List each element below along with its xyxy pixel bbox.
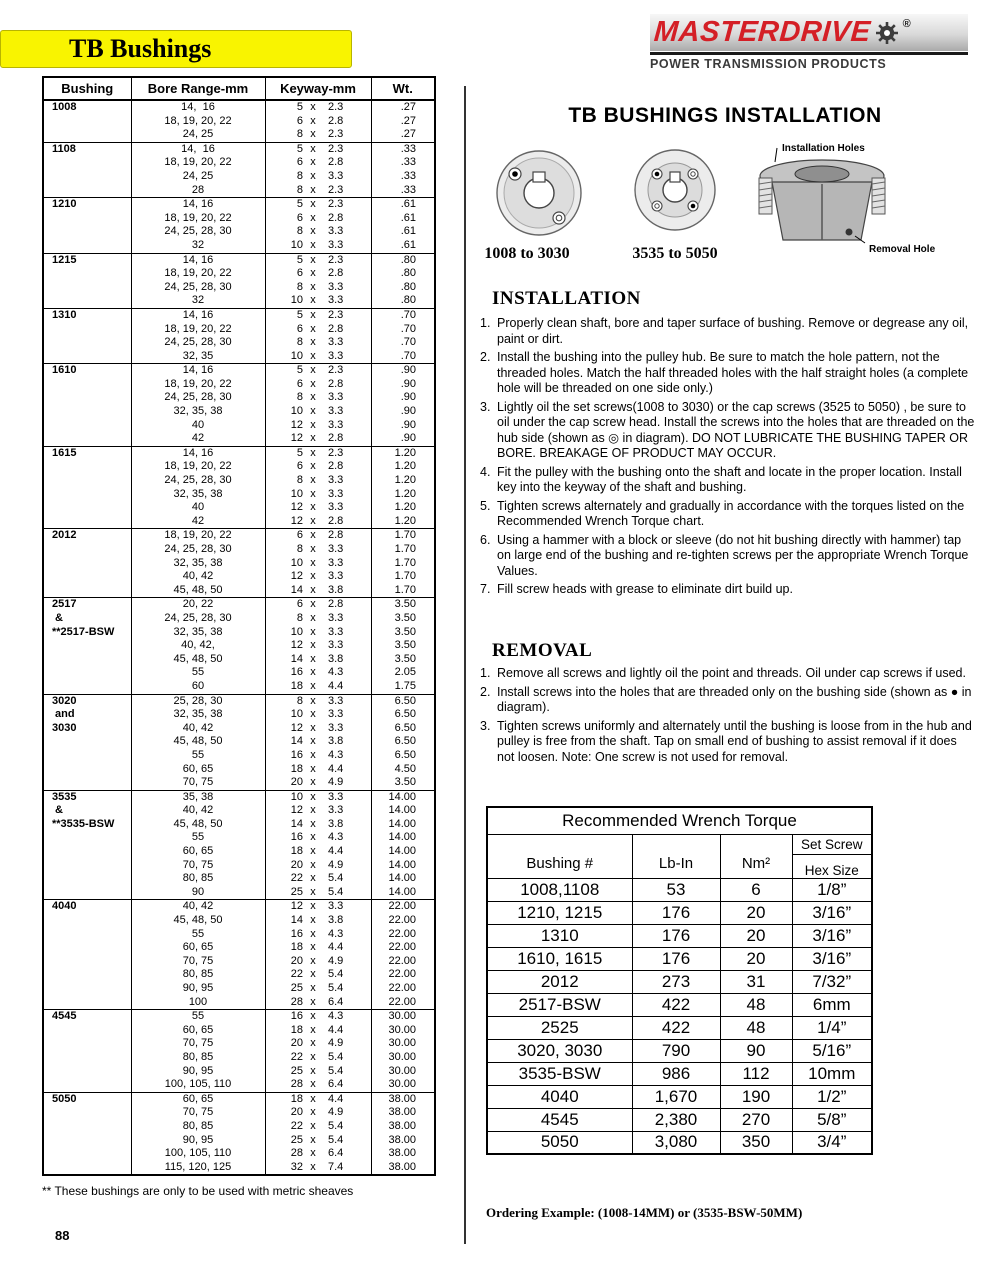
torque-col-bushing: Bushing #	[487, 834, 632, 878]
bushing-row: 3020 25, 28, 30 8 x 3.3 6.50	[43, 694, 435, 708]
instruction-step: Remove all screws and lightly oil the point and threads. Oil under cap screws if used.	[497, 666, 966, 680]
instruction-step: Properly clean shaft, bore and taper surface of bushing. Remove or degrease any oil, paint or dirt.	[497, 316, 969, 346]
torque-col-hex-size	[792, 834, 872, 878]
bushing-row: 4545 55 16 x 4.3 30.00	[43, 1010, 435, 1024]
removal-heading: REMOVAL	[492, 640, 593, 661]
torque-row: 2525 422 48 1/4”	[487, 1016, 872, 1039]
bushing-row: 115, 120, 125 32 x 7.4 38.00	[43, 1161, 435, 1176]
bushing-row: 32 10 x 3.3 .61	[43, 239, 435, 253]
bushing-row: 24, 25, 28, 30 8 x 3.3 .61	[43, 225, 435, 239]
bushing-row: 3030 40, 42 12 x 3.3 6.50	[43, 722, 435, 736]
bushing-row: 32, 35 10 x 3.3 .70	[43, 350, 435, 364]
col-header-keyway: Keyway-mm	[265, 77, 371, 100]
bushing-row: 24, 25, 28, 30 8 x 3.3 1.70	[43, 543, 435, 557]
torque-row: 4040 1,670 190 1/2”	[487, 1085, 872, 1108]
bushing-row: 2012 18, 19, 20, 22 6 x 2.8 1.70	[43, 529, 435, 543]
bushing-row: & 40, 42 12 x 3.3 14.00	[43, 804, 435, 818]
bushing-row: 1615 14, 16 5 x 2.3 1.20	[43, 446, 435, 460]
torque-row: 2517-BSW 422 48 6mm	[487, 993, 872, 1016]
bushing-table-body	[43, 100, 435, 1175]
metric-sheaves-footnote: ** These bushings are only to be used with metric sheaves	[42, 1184, 354, 1198]
bushing-row: 90, 95 25 x 5.4 22.00	[43, 982, 435, 996]
installation-section-title: TB BUSHINGS INSTALLATION	[568, 104, 882, 127]
bushing-row: 1310 14, 16 5 x 2.3 .70	[43, 308, 435, 322]
instruction-step: Lightly oil the set screws(1008 to 3030) or the cap screws (3525 to 5050) , be sure to oil under the cap screw head. Install the screws into the holes that are threaded on the hub side (shown as ◎ in diagram). DO NOT LUBRICATE THE BUSHING TAPER OR BORE. BREAKAGE OF PRODUCT MAY OCCUR.	[497, 399, 975, 460]
torque-title-row	[487, 807, 872, 834]
page-number: 88	[55, 1228, 70, 1243]
masterdrive-logo	[650, 14, 968, 71]
torque-row: 4545 2,380 270 5/8”	[487, 1108, 872, 1131]
bushing-row: 24, 25 8 x 3.3 .33	[43, 170, 435, 184]
bushing-row: 32, 35, 38 10 x 3.3 .90	[43, 405, 435, 419]
bushing-row: 18, 19, 20, 22 6 x 2.8 .61	[43, 212, 435, 226]
bushing-row: 70, 75 20 x 4.9 22.00	[43, 955, 435, 969]
installation-steps	[480, 316, 976, 601]
bushing-row: 42 12 x 2.8 1.20	[43, 515, 435, 529]
bushing-row: 4040 40, 42 12 x 3.3 22.00	[43, 900, 435, 914]
registered-mark: ®	[902, 18, 911, 30]
torque-row: 1610, 1615 176 20 3/16”	[487, 947, 872, 970]
bushing-row: 40, 42, 12 x 3.3 3.50	[43, 639, 435, 653]
bushing-row: 90, 95 25 x 5.4 30.00	[43, 1065, 435, 1079]
bushing-row: 100 28 x 6.4 22.00	[43, 996, 435, 1010]
bushing-row: 80, 85 22 x 5.4 14.00	[43, 872, 435, 886]
gear-icon	[875, 21, 899, 45]
bushing-row: 5050 60, 65 18 x 4.4 38.00	[43, 1092, 435, 1106]
bushing-row: 60, 65 18 x 4.4 30.00	[43, 1024, 435, 1038]
bushing-row: 32, 35, 38 10 x 3.3 1.20	[43, 488, 435, 502]
bushing-row: 80, 85 22 x 5.4 22.00	[43, 968, 435, 982]
bushing-row: 40 12 x 3.3 .90	[43, 419, 435, 433]
page-title: TB Bushings	[69, 34, 212, 63]
bushing-row: 60 18 x 4.4 1.75	[43, 680, 435, 694]
instruction-step: Using a hammer with a block or sleeve (do not hit bushing directly with hammer) tap on large end of the bushing and re-tighten screws per the appropriate Wrench Torque Values.	[497, 532, 969, 578]
bushing-row: 70, 75 20 x 4.9 3.50	[43, 776, 435, 790]
bushing-row: and 32, 35, 38 10 x 3.3 6.50	[43, 708, 435, 722]
bushing-row: 24, 25, 28, 30 8 x 3.3 .90	[43, 391, 435, 405]
bushing-row: 28 8 x 2.3 .33	[43, 184, 435, 198]
torque-row: 3020, 3030 790 90 5/16”	[487, 1039, 872, 1062]
bushing-row: 18, 19, 20, 22 6 x 2.8 .27	[43, 115, 435, 129]
bushing-row: & 24, 25, 28, 30 8 x 3.3 3.50	[43, 612, 435, 626]
bushing-row: 45, 48, 50 14 x 3.8 3.50	[43, 653, 435, 667]
bushing-row: 80, 85 22 x 5.4 30.00	[43, 1051, 435, 1065]
ordering-example: Ordering Example: (1008-14MM) or (3535-BSW-50MM)	[486, 1205, 803, 1220]
bushing-row: 60, 65 18 x 4.4 4.50	[43, 763, 435, 777]
hex-size-label: Hex Size	[804, 862, 859, 878]
diagram-range-label-large: 3535 to 5050	[632, 245, 718, 262]
torque-row: 5050 3,080 350 3/4”	[487, 1131, 872, 1154]
bushing-row: 1610 14, 16 5 x 2.3 .90	[43, 364, 435, 378]
diagram-face-small-bushing	[497, 151, 581, 235]
bushing-row: **2517-BSW 32, 35, 38 10 x 3.3 3.50	[43, 626, 435, 640]
bushing-row: 60, 65 18 x 4.4 14.00	[43, 845, 435, 859]
bushing-row: 1108 14, 16 5 x 2.3 .33	[43, 142, 435, 156]
bushing-row: 1210 14, 16 5 x 2.3 .61	[43, 198, 435, 212]
col-header-bushing: Bushing	[43, 77, 131, 100]
bushing-row: 70, 75 20 x 4.9 38.00	[43, 1106, 435, 1120]
bushing-row: 45, 48, 50 14 x 3.8 1.70	[43, 584, 435, 598]
bushing-row: 40 12 x 3.3 1.20	[43, 501, 435, 515]
instruction-step: Fit the pulley with the bushing onto the shaft and locate in the proper location. Install key into the keyway of the shaft and bushing.	[497, 464, 962, 494]
torque-row: 1310 176 20 3/16”	[487, 924, 872, 947]
bushing-row: 2517 20, 22 6 x 2.8 3.50	[43, 598, 435, 612]
bushing-row: 24, 25, 28, 30 8 x 3.3 .70	[43, 336, 435, 350]
bushing-row: 18, 19, 20, 22 6 x 2.8 1.20	[43, 460, 435, 474]
bushing-row: 55 16 x 4.3 22.00	[43, 928, 435, 942]
bushing-row: 45, 48, 50 14 x 3.8 22.00	[43, 914, 435, 928]
torque-row: 1210, 1215 176 20 3/16”	[487, 901, 872, 924]
removal-hole-label: Removal Hole	[869, 244, 936, 255]
bushing-row: 100, 105, 110 28 x 6.4 30.00	[43, 1078, 435, 1092]
bushing-row: 80, 85 22 x 5.4 38.00	[43, 1120, 435, 1134]
instruction-step: Install the bushing into the pulley hub. Be sure to match the hole pattern, not the threaded holes. Match the half threaded holes with the half straight holes (a complete hole will be threaded on one side only.)	[497, 350, 969, 395]
diagram-range-label-small: 1008 to 3030	[484, 245, 570, 262]
diagram-face-large-bushing	[635, 150, 715, 230]
bushing-row: 1008 14, 16 5 x 2.3 .27	[43, 100, 435, 115]
bushing-row: 18, 19, 20, 22 6 x 2.8 .80	[43, 267, 435, 281]
brand-tagline: POWER TRANSMISSION PRODUCTS	[650, 52, 968, 71]
brand-name: MASTERDRIVE	[652, 16, 872, 48]
torque-table-title: Recommended Wrench Torque	[487, 807, 872, 834]
torque-table-body	[487, 878, 872, 1154]
bushing-row: 32 10 x 3.3 .80	[43, 294, 435, 308]
bushing-table	[42, 76, 436, 1176]
bushing-row: 3535 35, 38 10 x 3.3 14.00	[43, 790, 435, 804]
installation-heading: INSTALLATION	[492, 288, 641, 309]
col-header-wt: Wt.	[371, 77, 435, 100]
bushing-row: 60, 65 18 x 4.4 22.00	[43, 941, 435, 955]
bushing-row: 42 12 x 2.8 .90	[43, 432, 435, 446]
bushing-row: 18, 19, 20, 22 6 x 2.8 .70	[43, 323, 435, 337]
torque-header-row	[487, 834, 872, 878]
bushing-row: 32, 35, 38 10 x 3.3 1.70	[43, 557, 435, 571]
bushing-row: 18, 19, 20, 22 6 x 2.8 .90	[43, 378, 435, 392]
bushing-row: 55 16 x 4.3 14.00	[43, 831, 435, 845]
page-title-banner	[0, 30, 352, 68]
bushing-row: 90, 95 25 x 5.4 38.00	[43, 1134, 435, 1148]
diagram-3d-bushing	[759, 143, 936, 255]
col-header-bore: Bore Range-mm	[131, 77, 265, 100]
torque-col-lbin: Lb-In	[632, 834, 720, 878]
bushing-row: **3535-BSW 45, 48, 50 14 x 3.8 14.00	[43, 818, 435, 832]
bushing-row: 18, 19, 20, 22 6 x 2.8 .33	[43, 156, 435, 170]
instruction-step: Tighten screws alternately and gradually in accordance with the torques listed on the Recommended Wrench Torque chart.	[497, 498, 965, 528]
bushing-row: 55 16 x 4.3 6.50	[43, 749, 435, 763]
installation-holes-label: Installation Holes	[782, 143, 865, 154]
instruction-step: Install screws into the holes that are threaded only on the bushing side (shown as ● in diagram).	[497, 684, 972, 714]
bushing-row: 55 16 x 4.3 2.05	[43, 666, 435, 680]
bushing-row: 40, 42 12 x 3.3 1.70	[43, 570, 435, 584]
bushing-row: 70, 75 20 x 4.9 30.00	[43, 1037, 435, 1051]
bushing-row: 24, 25 8 x 2.3 .27	[43, 128, 435, 142]
bushing-table-header-row	[43, 77, 435, 100]
column-divider-line	[464, 86, 466, 1244]
bushing-row: 45, 48, 50 14 x 3.8 6.50	[43, 735, 435, 749]
logo-brand-row	[650, 14, 968, 51]
bushing-row: 90 25 x 5.4 14.00	[43, 886, 435, 900]
removal-steps	[480, 666, 976, 768]
set-screw-label: Set Screw	[793, 835, 872, 855]
bushing-row: 24, 25, 28, 30 8 x 3.3 1.20	[43, 474, 435, 488]
bushing-row: 70, 75 20 x 4.9 14.00	[43, 859, 435, 873]
instruction-step: Tighten screws uniformly and alternately until the bushing is loose from in the hub and pulley is free from the shaft. Tap on small end of bushing to assist removal if it does not loosen. Note: One screw is not used for removal.	[497, 718, 972, 764]
torque-row: 2012 273 31 7/32”	[487, 970, 872, 993]
bushing-row: 24, 25, 28, 30 8 x 3.3 .80	[43, 281, 435, 295]
bushing-diagrams	[477, 138, 977, 260]
torque-col-nm: Nm²	[720, 834, 792, 878]
torque-table	[486, 806, 873, 1155]
torque-row: 3535-BSW 986 112 10mm	[487, 1062, 872, 1085]
torque-row: 1008,1108 53 6 1/8”	[487, 878, 872, 901]
bushing-row: 1215 14, 16 5 x 2.3 .80	[43, 253, 435, 267]
instruction-step: Fill screw heads with grease to eliminate dirt build up.	[497, 582, 793, 596]
bushing-row: 100, 105, 110 28 x 6.4 38.00	[43, 1147, 435, 1161]
